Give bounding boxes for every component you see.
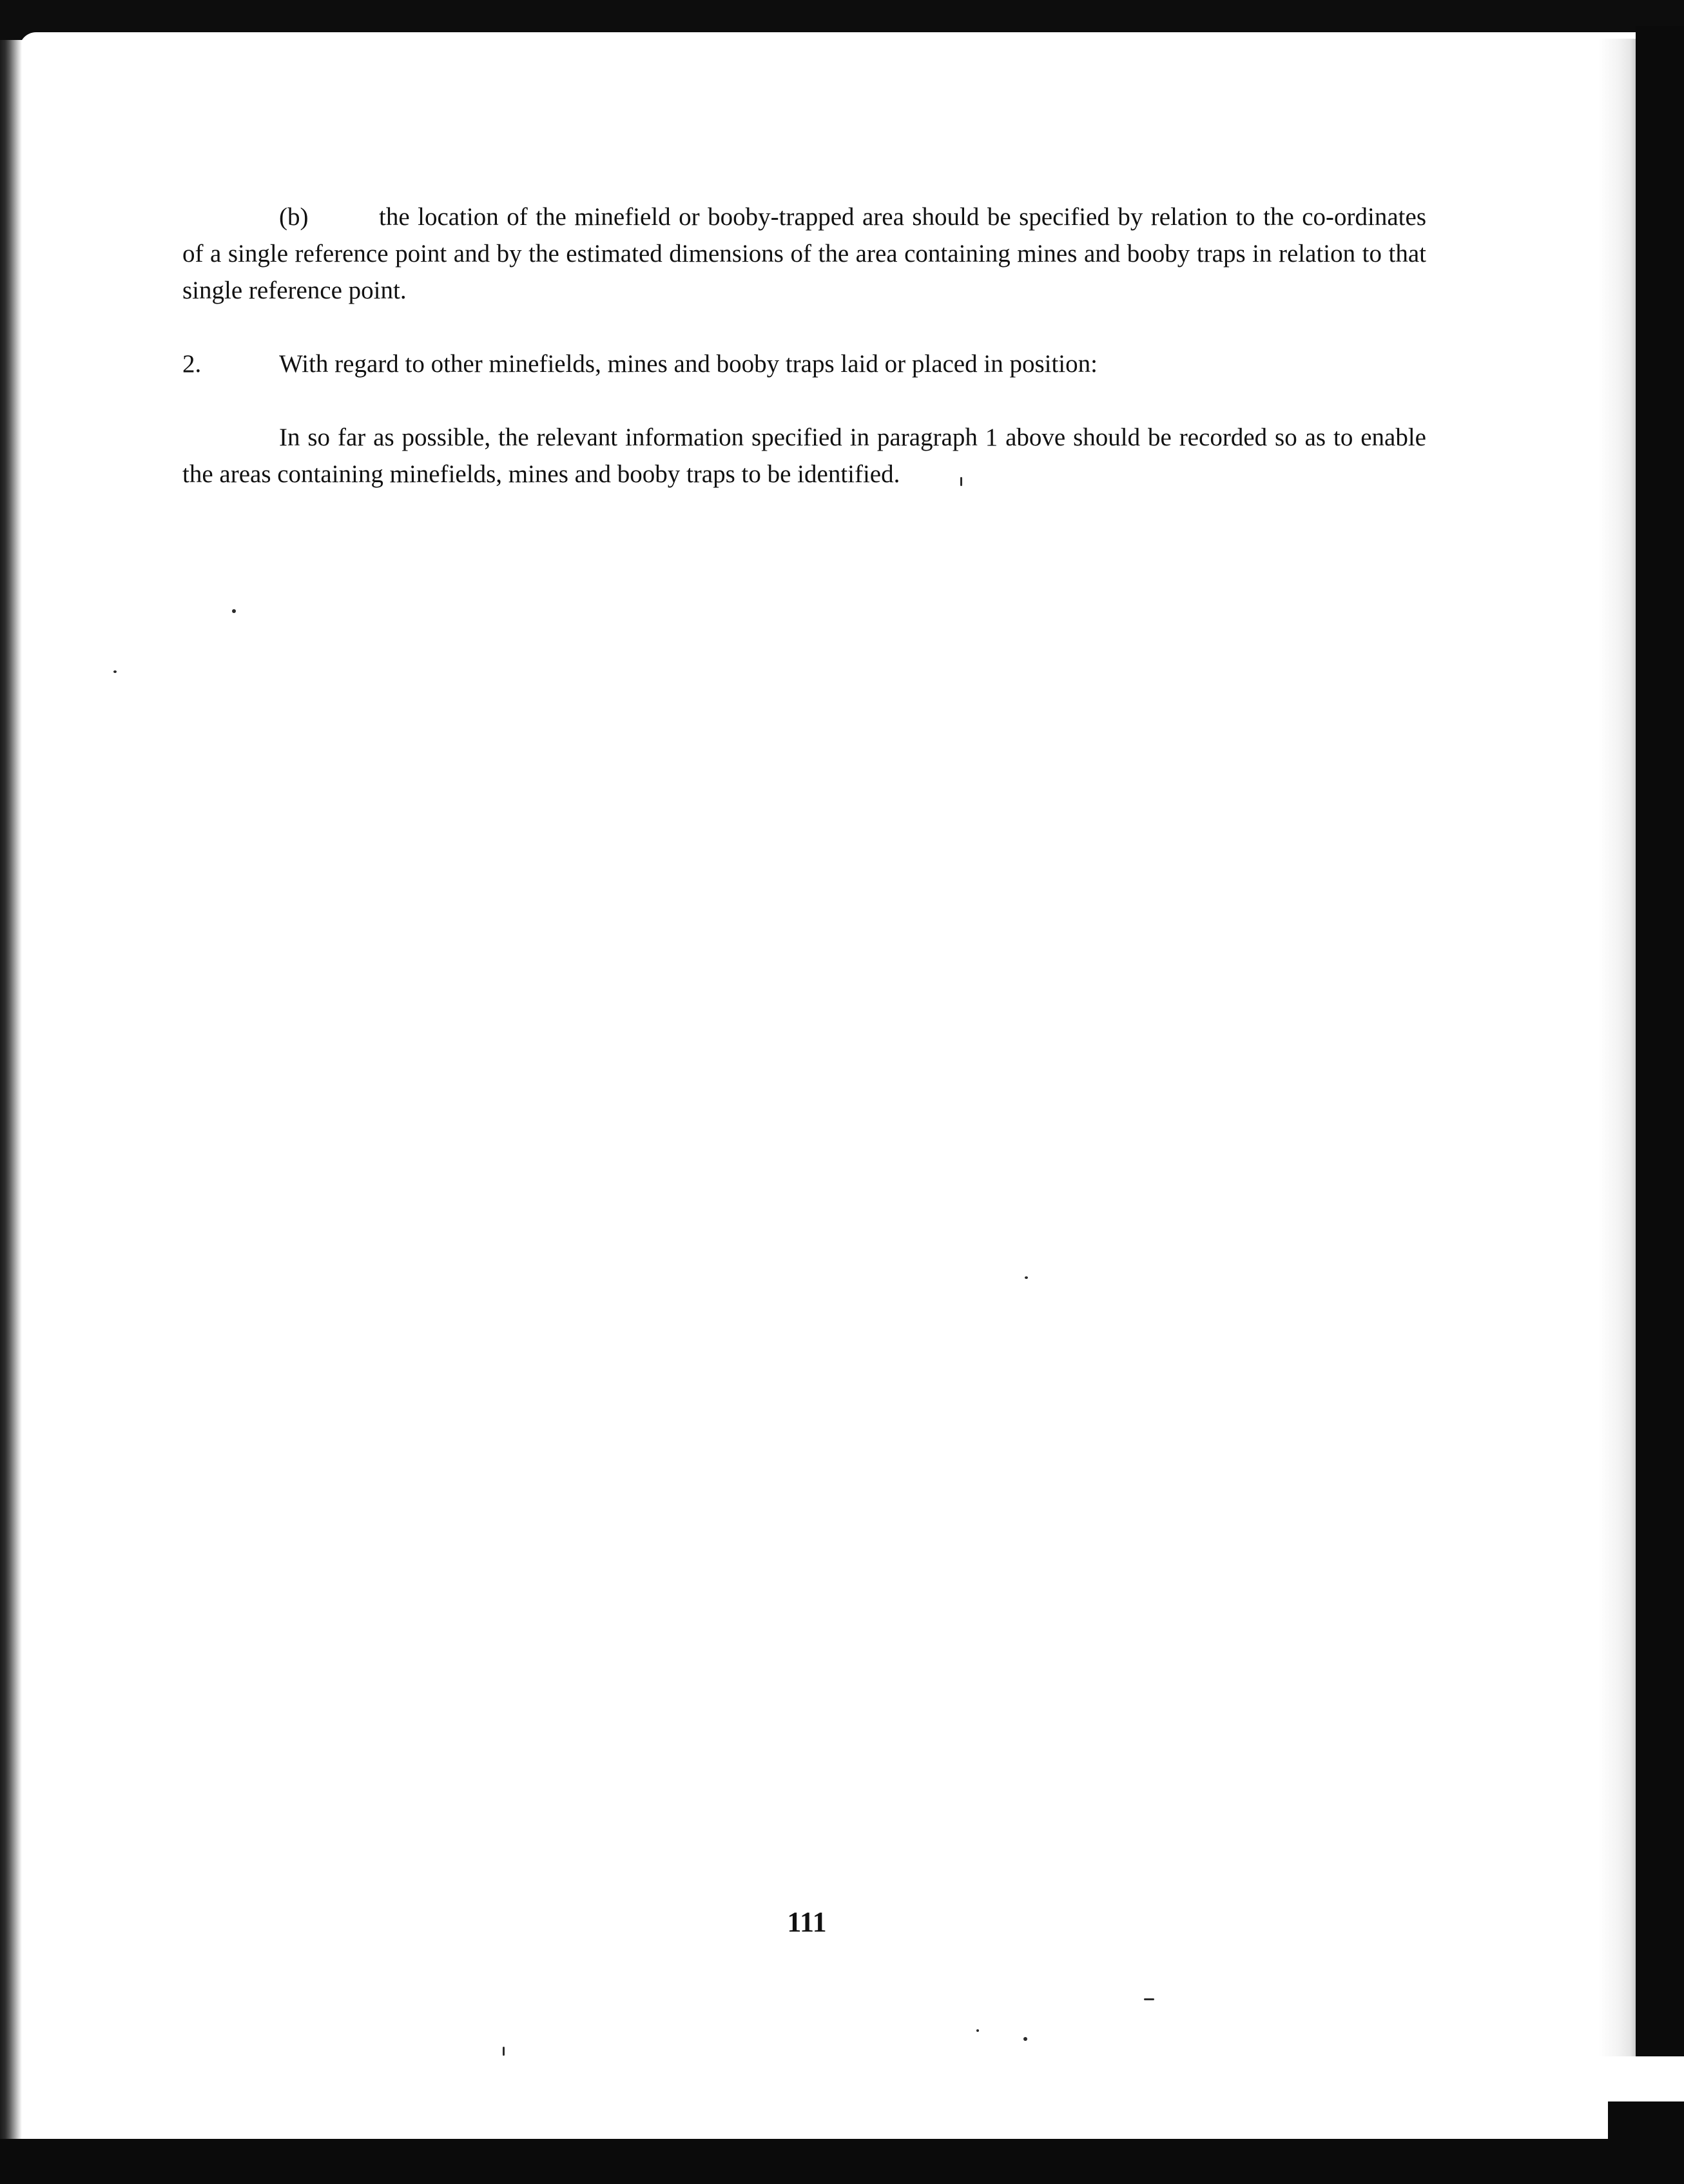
- scan-speck: [113, 670, 117, 673]
- scan-speck: [1144, 1998, 1154, 2000]
- paragraph-2-number: 2.: [182, 350, 202, 378]
- scan-speck: [232, 609, 236, 613]
- scan-border-right: [1636, 26, 1684, 2056]
- scan-speck: [976, 2029, 979, 2032]
- paragraph-3-text: In so far as possible, the relevant information specified in paragraph 1 above should be recorded so as to enable the areas containing minefields, mines and booby traps to be identified.: [182, 424, 1426, 488]
- scan-border-bottom: [0, 2139, 1684, 2184]
- page-body: [182, 199, 1426, 492]
- paragraph-b-label: (b): [279, 203, 309, 231]
- page-edge-right: [1598, 39, 1636, 2056]
- page-number: 111: [787, 1906, 827, 1938]
- page-edge-top: [19, 32, 1650, 52]
- paragraph-b-text: the location of the minefield or booby-trapped area should be specified by relation to the co-ordinates of a single reference point and by the estimated dimensions of the area containing mines and booby traps in relation to that single reference point.: [182, 203, 1426, 304]
- scan-speck: [1025, 1276, 1028, 1279]
- scan-speck: [503, 2047, 505, 2056]
- paragraph-3: [182, 419, 1426, 492]
- paragraph-2: [182, 346, 1426, 382]
- paragraph-2-text: With regard to other minefields, mines and booby traps laid or placed in position:: [279, 350, 1098, 378]
- scan-speck: [1023, 2037, 1027, 2041]
- paragraph-b: [182, 199, 1426, 309]
- scan-border-left: [0, 40, 22, 2184]
